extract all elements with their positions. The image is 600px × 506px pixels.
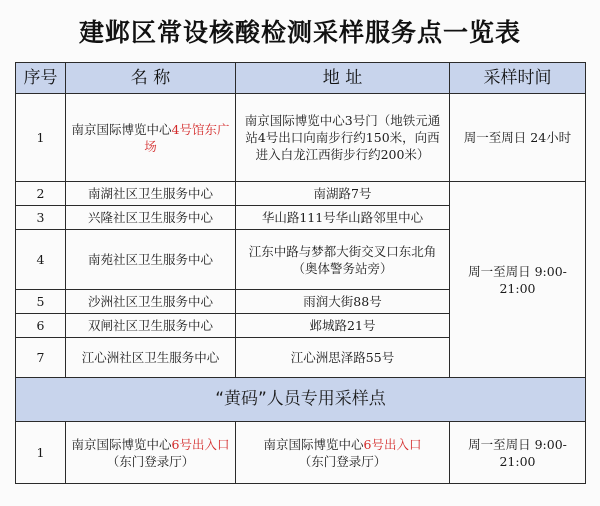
table-row — [16, 94, 586, 182]
site-address: 江东中路与梦都大街交叉口东北角（奥体警务站旁） — [236, 230, 450, 290]
row-number: 1 — [16, 422, 66, 484]
table-row — [16, 182, 586, 206]
site-name-highlight: 6号出入口 — [171, 436, 230, 452]
sampling-sites-table — [15, 62, 586, 484]
header-row — [16, 63, 586, 94]
site-address: 华山路111号华山路邻里中心 — [236, 206, 450, 230]
row-number: 5 — [16, 290, 66, 314]
site-name: 江心洲社区卫生服务中心 — [66, 338, 236, 378]
site-name: 沙洲社区卫生服务中心 — [66, 290, 236, 314]
row-number: 7 — [16, 338, 66, 378]
section-row — [16, 378, 586, 422]
sampling-time-group: 周一至周日 9:00-21:00 — [450, 182, 586, 378]
site-address-main: 南京国际博览中心 — [263, 436, 364, 452]
site-name — [66, 94, 236, 182]
site-name: 南苑社区卫生服务中心 — [66, 230, 236, 290]
site-name — [66, 422, 236, 484]
site-address: 江心洲思泽路55号 — [236, 338, 450, 378]
site-address: 邺城路21号 — [236, 314, 450, 338]
site-address: 雨润大街88号 — [236, 290, 450, 314]
site-name-main: 南京国际博览中心 — [71, 436, 172, 452]
site-name-note: （东门登录厅） — [106, 453, 195, 469]
page-title: 建邺区常设核酸检测采样服务点一览表 — [78, 18, 521, 47]
header-name: 名 称 — [66, 63, 236, 94]
site-address: 南京国际博览中心3号门（地铁元通站4号出口向南步行约150米，向西进入白龙江西街步行约200米） — [236, 94, 450, 182]
site-address: 南湖路7号 — [236, 182, 450, 206]
table-row — [16, 422, 586, 484]
sampling-time: 周一至周日 9:00-21:00 — [450, 422, 586, 484]
site-address — [236, 422, 450, 484]
site-name: 南湖社区卫生服务中心 — [66, 182, 236, 206]
section-title: “黄码”人员专用采样点 — [16, 378, 586, 422]
site-address-note: （东门登录厅） — [298, 453, 387, 469]
site-name-main: 南京国际博览中心 — [71, 121, 172, 137]
row-number: 6 — [16, 314, 66, 338]
row-number: 1 — [16, 94, 66, 182]
header-time: 采样时间 — [450, 63, 586, 94]
site-name-highlight: 4号馆东广场 — [144, 121, 230, 154]
row-number: 4 — [16, 230, 66, 290]
site-name: 双闸社区卫生服务中心 — [66, 314, 236, 338]
site-name: 兴隆社区卫生服务中心 — [66, 206, 236, 230]
sampling-time: 周一至周日 24小时 — [450, 94, 586, 182]
row-number: 3 — [16, 206, 66, 230]
site-address-highlight: 6号出入口 — [363, 436, 422, 452]
header-no: 序号 — [16, 63, 66, 94]
row-number: 2 — [16, 182, 66, 206]
header-address: 地 址 — [236, 63, 450, 94]
